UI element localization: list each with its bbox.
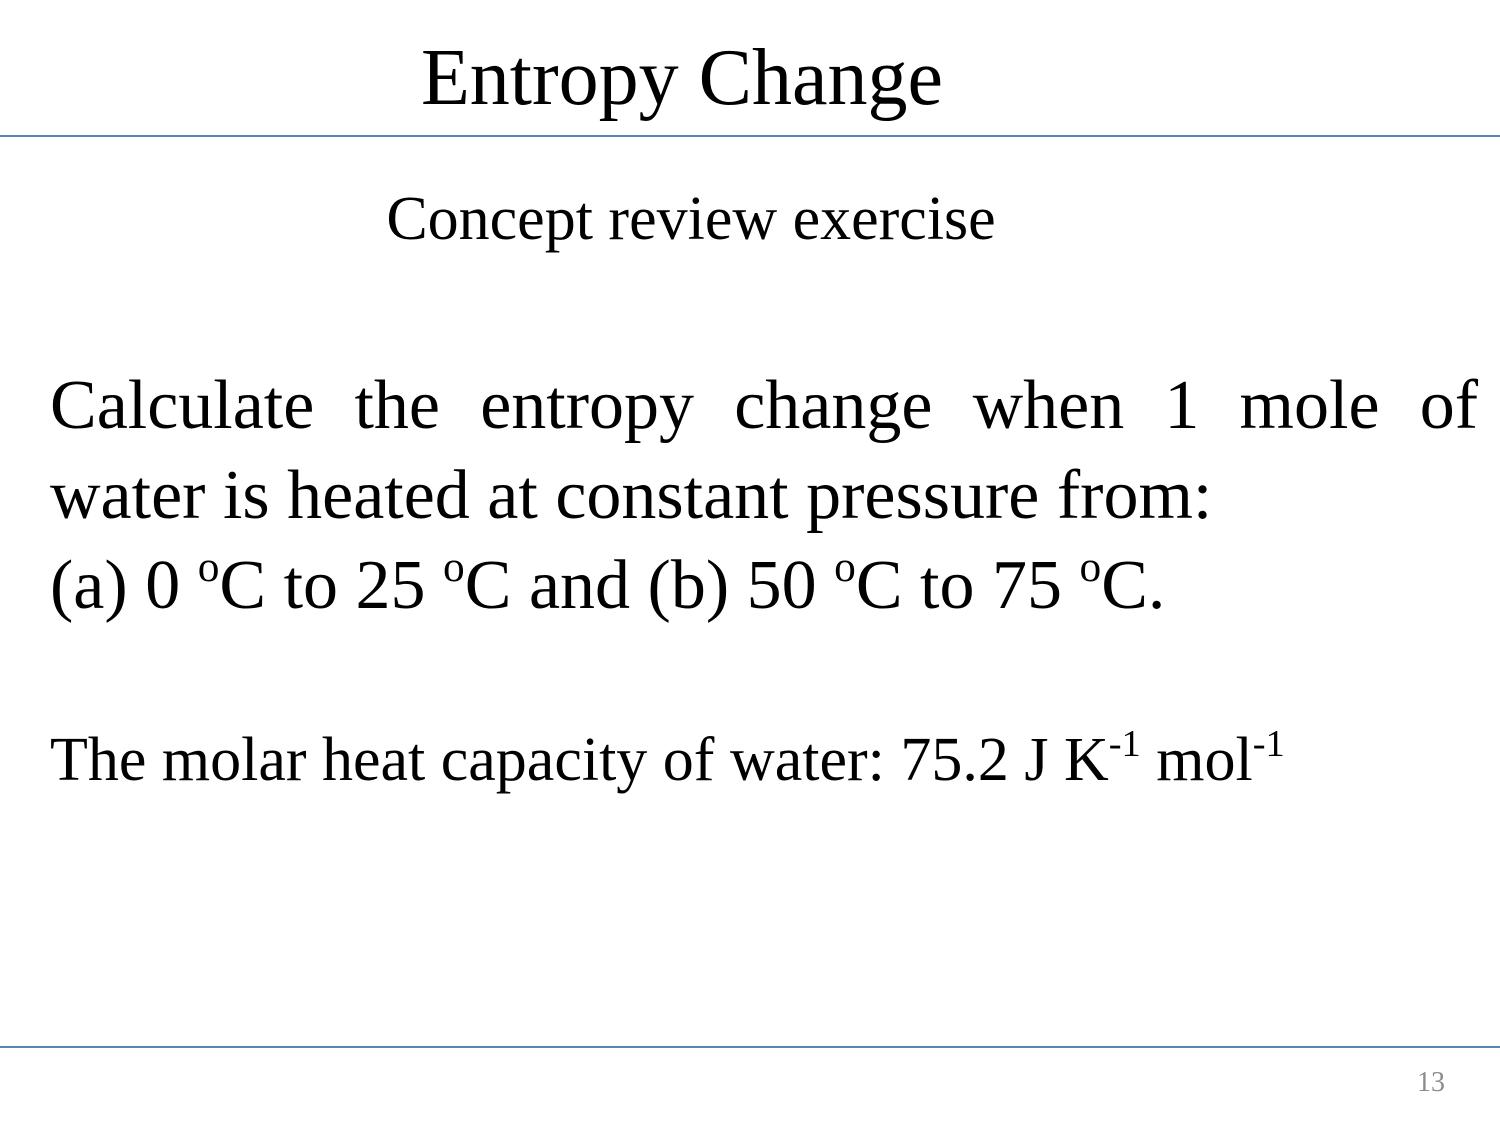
slide-title: Entropy Change [420, 34, 944, 122]
degree-symbol: o [1079, 543, 1102, 592]
given-heat-capacity [50, 723, 1285, 797]
degree-symbol: o [834, 543, 856, 592]
temperature-text: C and (b) 50 [464, 547, 835, 624]
page-number: 13 [1417, 1067, 1445, 1098]
degree-symbol: o [443, 543, 465, 592]
question-line-3 [50, 541, 1478, 631]
slide-subtitle: Concept review exercise [386, 185, 996, 253]
question-word: mole [1239, 367, 1380, 444]
question-word: 1 [1164, 367, 1200, 444]
question-word: change [734, 367, 933, 444]
exponent: -1 [1252, 723, 1285, 766]
temperature-text: C. [1101, 547, 1166, 624]
degree-symbol: o [197, 543, 220, 592]
question-text [50, 361, 1478, 631]
question-word: entropy [480, 367, 695, 444]
question-line-2: water is heated at constant pressure from: [50, 457, 1213, 534]
header-divider [0, 135, 1500, 137]
temperature-text: C to 25 [219, 547, 444, 624]
question-word: when [972, 367, 1125, 444]
temperature-text: C to 75 [855, 547, 1080, 624]
footer-divider [0, 1046, 1500, 1048]
question-word: the [354, 367, 441, 444]
temperature-text: (a) 0 [50, 547, 198, 624]
given-text: The molar heat capacity of water: 75.2 J K [50, 726, 1109, 794]
question-line-1 [50, 361, 1478, 451]
question-word: Calculate [50, 367, 315, 444]
exponent: -1 [1108, 723, 1141, 766]
question-word: of [1419, 367, 1478, 444]
given-unit: mol [1140, 726, 1253, 794]
